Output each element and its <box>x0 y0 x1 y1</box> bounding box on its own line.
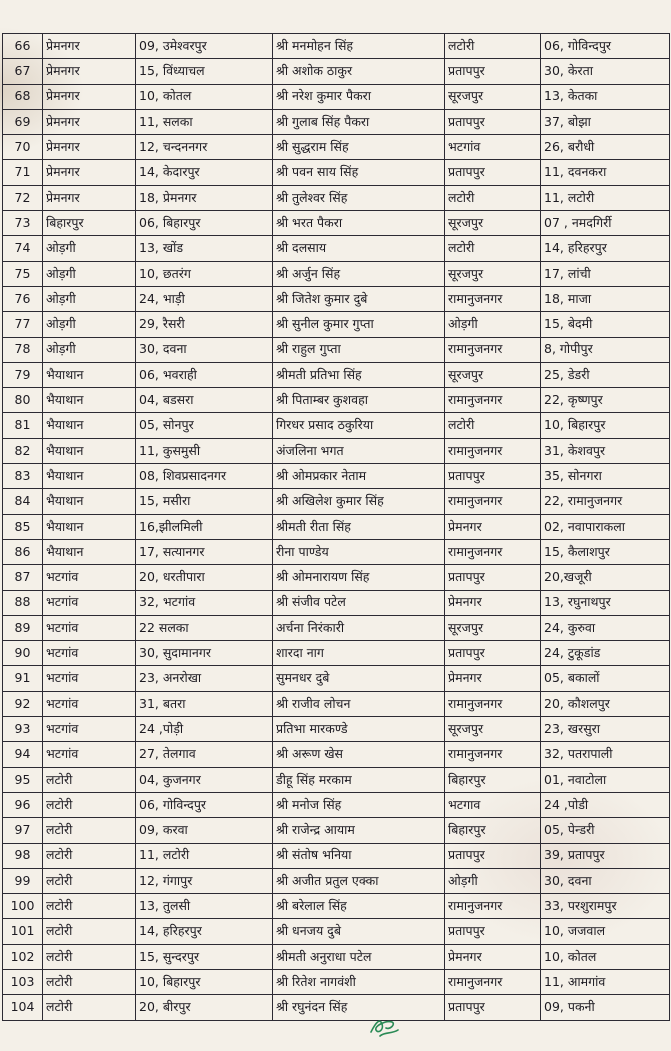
transfer-block-cell: ओड़गी <box>445 868 541 893</box>
transfer-block-cell: रामानुजनगर <box>445 691 541 716</box>
transfer-village-cell: 07 , नमदगिर्री <box>541 211 670 236</box>
row-number-cell: 69 <box>3 109 43 134</box>
current-village-cell: 20, धरतीपारा <box>136 565 273 590</box>
officer-name-cell: श्री अखिलेश कुमार सिंह <box>273 489 445 514</box>
table-row <box>3 286 670 311</box>
transfer-block-cell: सूरजपुर <box>445 261 541 286</box>
table-body <box>3 34 670 1021</box>
transfer-village-cell: 22, कृष्णपुर <box>541 388 670 413</box>
row-number-cell: 71 <box>3 160 43 185</box>
current-block-cell: भटगांव <box>43 717 136 742</box>
transfer-block-cell: प्रतापपुर <box>445 995 541 1020</box>
transfer-block-cell: सूरजपुर <box>445 717 541 742</box>
current-village-cell: 16,झीलमिली <box>136 514 273 539</box>
transfer-block-cell: प्रेमनगर <box>445 590 541 615</box>
current-block-cell: बिहारपुर <box>43 211 136 236</box>
transfer-village-cell: 09, पकनी <box>541 995 670 1020</box>
row-number-cell: 98 <box>3 843 43 868</box>
current-village-cell: 24, भाड़ी <box>136 286 273 311</box>
table-row <box>3 868 670 893</box>
transfer-village-cell: 01, नवाटोला <box>541 767 670 792</box>
table-row <box>3 818 670 843</box>
table-row <box>3 59 670 84</box>
officer-name-cell: श्री सुद्धराम सिंह <box>273 135 445 160</box>
table-row <box>3 742 670 767</box>
table-row <box>3 615 670 640</box>
transfer-village-cell: 31, केशवपुर <box>541 438 670 463</box>
current-block-cell: प्रेमनगर <box>43 59 136 84</box>
transfer-block-cell: रामानुजनगर <box>445 894 541 919</box>
transfer-block-cell: सूरजपुर <box>445 362 541 387</box>
table-row <box>3 792 670 817</box>
current-block-cell: लटोरी <box>43 944 136 969</box>
transfer-village-cell: 22, रामानुजनगर <box>541 489 670 514</box>
current-village-cell: 27, तेलगाव <box>136 742 273 767</box>
transfer-block-cell: रामानुजनगर <box>445 337 541 362</box>
transfer-village-cell: 32, पतरापाली <box>541 742 670 767</box>
table-row <box>3 995 670 1020</box>
officer-name-cell: श्री मनमोहन सिंह <box>273 34 445 59</box>
current-block-cell: ओड़गी <box>43 337 136 362</box>
row-number-cell: 104 <box>3 995 43 1020</box>
officer-name-cell: श्रीमती प्रतिभा सिंह <box>273 362 445 387</box>
transfer-village-cell: 15, कैलाशपुर <box>541 539 670 564</box>
current-block-cell: भटगांव <box>43 590 136 615</box>
row-number-cell: 80 <box>3 388 43 413</box>
transfer-village-cell: 02, नवापाराकला <box>541 514 670 539</box>
row-number-cell: 94 <box>3 742 43 767</box>
current-block-cell: प्रेमनगर <box>43 160 136 185</box>
transfer-block-cell: प्रतापपुर <box>445 59 541 84</box>
current-village-cell: 11, कुसमुसी <box>136 438 273 463</box>
current-block-cell: भैयाथान <box>43 489 136 514</box>
transfer-block-cell: लटोरी <box>445 413 541 438</box>
transfer-village-cell: 37, बोझा <box>541 109 670 134</box>
row-number-cell: 95 <box>3 767 43 792</box>
table-row <box>3 894 670 919</box>
transfer-village-cell: 24, कुरुवा <box>541 615 670 640</box>
current-village-cell: 09, करवा <box>136 818 273 843</box>
current-village-cell: 30, सुदामानगर <box>136 641 273 666</box>
transfer-block-cell: प्रेमनगर <box>445 514 541 539</box>
officer-name-cell: श्रीमती अनुराधा पटेल <box>273 944 445 969</box>
table-row <box>3 919 670 944</box>
current-block-cell: लटोरी <box>43 818 136 843</box>
transfer-block-cell: सूरजपुर <box>445 211 541 236</box>
transfer-village-cell: 11, दवनकरा <box>541 160 670 185</box>
transfer-village-cell: 11, आमगांव <box>541 969 670 994</box>
table-row <box>3 717 670 742</box>
row-number-cell: 83 <box>3 464 43 489</box>
current-block-cell: प्रेमनगर <box>43 84 136 109</box>
officer-name-cell: श्री राहुल गुप्ता <box>273 337 445 362</box>
officer-name-cell: श्री रघुनंदन सिंह <box>273 995 445 1020</box>
current-block-cell: भैयाथान <box>43 514 136 539</box>
row-number-cell: 91 <box>3 666 43 691</box>
row-number-cell: 86 <box>3 539 43 564</box>
current-block-cell: भैयाथान <box>43 388 136 413</box>
transfer-block-cell: सूरजपुर <box>445 84 541 109</box>
officer-name-cell: शारदा नाग <box>273 641 445 666</box>
row-number-cell: 90 <box>3 641 43 666</box>
transfer-village-cell: 30, दवना <box>541 868 670 893</box>
transfer-village-cell: 23, खरसुरा <box>541 717 670 742</box>
transfer-village-cell: 24, टुकूडांड <box>541 641 670 666</box>
current-block-cell: लटोरी <box>43 868 136 893</box>
table-row <box>3 312 670 337</box>
current-village-cell: 15, मसीरा <box>136 489 273 514</box>
current-village-cell: 06, बिहारपुर <box>136 211 273 236</box>
current-block-cell: भैयाथान <box>43 362 136 387</box>
table-row <box>3 969 670 994</box>
current-block-cell: प्रेमनगर <box>43 185 136 210</box>
current-village-cell: 30, दवना <box>136 337 273 362</box>
row-number-cell: 96 <box>3 792 43 817</box>
current-block-cell: भैयाथान <box>43 464 136 489</box>
current-block-cell: भटगांव <box>43 565 136 590</box>
row-number-cell: 100 <box>3 894 43 919</box>
transfer-block-cell: लटोरी <box>445 34 541 59</box>
current-village-cell: 23, अनरोखा <box>136 666 273 691</box>
transfer-block-cell: रामानुजनगर <box>445 388 541 413</box>
transfer-block-cell: प्रतापपुर <box>445 464 541 489</box>
current-block-cell: भटगांव <box>43 641 136 666</box>
transfer-village-cell: 24 ,पोडी <box>541 792 670 817</box>
table-row <box>3 34 670 59</box>
row-number-cell: 84 <box>3 489 43 514</box>
table-row <box>3 337 670 362</box>
table-row <box>3 388 670 413</box>
officer-name-cell: श्री मनोज सिंह <box>273 792 445 817</box>
transfer-village-cell: 17, लांची <box>541 261 670 286</box>
officer-name-cell: गिरधर प्रसाद ठकुरिया <box>273 413 445 438</box>
current-village-cell: 24 ,पोड़ी <box>136 717 273 742</box>
current-village-cell: 08, शिवप्रसादनगर <box>136 464 273 489</box>
transfer-village-cell: 25, डेडरी <box>541 362 670 387</box>
current-village-cell: 15, सुन्दरपुर <box>136 944 273 969</box>
row-number-cell: 97 <box>3 818 43 843</box>
table-row <box>3 464 670 489</box>
transfer-village-cell: 18, माजा <box>541 286 670 311</box>
row-number-cell: 74 <box>3 236 43 261</box>
officer-name-cell: श्री ओमप्रकार नेताम <box>273 464 445 489</box>
officer-name-cell: अर्चना निरंकारी <box>273 615 445 640</box>
transfer-village-cell: 39, प्रतापपुर <box>541 843 670 868</box>
officer-name-cell: श्री जितेश कुमार दुबे <box>273 286 445 311</box>
table-row <box>3 489 670 514</box>
transfer-block-cell: भटगांव <box>445 135 541 160</box>
current-block-cell: लटोरी <box>43 919 136 944</box>
current-block-cell: ओड़गी <box>43 286 136 311</box>
officer-name-cell: अंजलिना भगत <box>273 438 445 463</box>
transfer-block-cell: रामानुजनगर <box>445 539 541 564</box>
officer-name-cell: श्री बरेलाल सिंह <box>273 894 445 919</box>
current-block-cell: भैयाथान <box>43 413 136 438</box>
row-number-cell: 103 <box>3 969 43 994</box>
row-number-cell: 67 <box>3 59 43 84</box>
row-number-cell: 66 <box>3 34 43 59</box>
row-number-cell: 72 <box>3 185 43 210</box>
row-number-cell: 79 <box>3 362 43 387</box>
officer-name-cell: श्री दलसाय <box>273 236 445 261</box>
table-row <box>3 767 670 792</box>
transfer-block-cell: रामानुजनगर <box>445 438 541 463</box>
current-block-cell: ओड़गी <box>43 261 136 286</box>
officer-name-cell: श्री नरेश कुमार पैकरा <box>273 84 445 109</box>
row-number-cell: 82 <box>3 438 43 463</box>
officer-name-cell: श्री राजीव लोचन <box>273 691 445 716</box>
table-row <box>3 666 670 691</box>
row-number-cell: 76 <box>3 286 43 311</box>
current-village-cell: 29, रैसरी <box>136 312 273 337</box>
current-block-cell: भैयाथान <box>43 438 136 463</box>
row-number-cell: 85 <box>3 514 43 539</box>
current-village-cell: 06, गोविन्दपुर <box>136 792 273 817</box>
table-row <box>3 211 670 236</box>
transfer-village-cell: 35, सोनगरा <box>541 464 670 489</box>
current-block-cell: लटोरी <box>43 894 136 919</box>
officer-name-cell: सुमनधर दुबे <box>273 666 445 691</box>
current-block-cell: भटगांव <box>43 666 136 691</box>
current-block-cell: ओड़गी <box>43 236 136 261</box>
officer-name-cell: श्री गुलाब सिंह पैकरा <box>273 109 445 134</box>
current-village-cell: 32, भटगांव <box>136 590 273 615</box>
table-row <box>3 236 670 261</box>
officer-name-cell: श्री भरत पैकरा <box>273 211 445 236</box>
row-number-cell: 75 <box>3 261 43 286</box>
transfer-village-cell: 10, जजवाल <box>541 919 670 944</box>
current-village-cell: 31, बतरा <box>136 691 273 716</box>
row-number-cell: 101 <box>3 919 43 944</box>
row-number-cell: 77 <box>3 312 43 337</box>
current-block-cell: प्रेमनगर <box>43 135 136 160</box>
current-village-cell: 04, कुजनगर <box>136 767 273 792</box>
transfer-village-cell: 06, गोविन्दपुर <box>541 34 670 59</box>
current-village-cell: 15, विंध्याचल <box>136 59 273 84</box>
current-village-cell: 05, सोनपुर <box>136 413 273 438</box>
transfer-village-cell: 05, पेन्डरी <box>541 818 670 843</box>
signature-mark <box>368 1010 402 1040</box>
table-row <box>3 135 670 160</box>
transfer-block-cell: भटगाव <box>445 792 541 817</box>
row-number-cell: 81 <box>3 413 43 438</box>
officer-name-cell: श्री तुलेश्वर सिंह <box>273 185 445 210</box>
officer-name-cell: डीहू सिंह मरकाम <box>273 767 445 792</box>
transfer-village-cell: 05, बकालों <box>541 666 670 691</box>
current-village-cell: 17, सत्यानगर <box>136 539 273 564</box>
current-village-cell: 13, खोंड <box>136 236 273 261</box>
transfer-block-cell: प्रतापपुर <box>445 919 541 944</box>
current-village-cell: 14, केदारपुर <box>136 160 273 185</box>
transfer-block-cell: रामानुजनगर <box>445 742 541 767</box>
current-village-cell: 04, बडसरा <box>136 388 273 413</box>
table-row <box>3 641 670 666</box>
current-village-cell: 10, छतरंग <box>136 261 273 286</box>
current-village-cell: 11, लटोरी <box>136 843 273 868</box>
transfer-village-cell: 33, परशुरामपुर <box>541 894 670 919</box>
transfer-village-cell: 13, केतका <box>541 84 670 109</box>
officer-name-cell: श्री संतोष भनिया <box>273 843 445 868</box>
transfer-block-cell: प्रतापपुर <box>445 160 541 185</box>
transfer-block-cell: बिहारपुर <box>445 818 541 843</box>
transfer-block-cell: लटोरी <box>445 236 541 261</box>
officer-name-cell: श्री ओमनारायण सिंह <box>273 565 445 590</box>
current-village-cell: 10, कोतल <box>136 84 273 109</box>
row-number-cell: 70 <box>3 135 43 160</box>
table-row <box>3 109 670 134</box>
transfer-block-cell: प्रतापपुर <box>445 109 541 134</box>
transfer-block-cell: प्रेमनगर <box>445 944 541 969</box>
current-block-cell: भटगांव <box>43 742 136 767</box>
transfer-block-cell: प्रतापपुर <box>445 843 541 868</box>
table-row <box>3 691 670 716</box>
transfer-block-cell: प्रतापपुर <box>445 641 541 666</box>
current-block-cell: भैयाथान <box>43 539 136 564</box>
current-block-cell: लटोरी <box>43 792 136 817</box>
transfer-village-cell: 10, बिहारपुर <box>541 413 670 438</box>
transfer-block-cell: प्रतापपुर <box>445 565 541 590</box>
current-village-cell: 14, हरिहरपुर <box>136 919 273 944</box>
row-number-cell: 89 <box>3 615 43 640</box>
transfer-block-cell: ओड़गी <box>445 312 541 337</box>
transfer-block-cell: सूरजपुर <box>445 615 541 640</box>
officer-name-cell: श्री पिताम्बर कुशवहा <box>273 388 445 413</box>
transfer-village-cell: 14, हरिहरपुर <box>541 236 670 261</box>
current-block-cell: भटगांव <box>43 691 136 716</box>
transfer-village-cell: 10, कोतल <box>541 944 670 969</box>
row-number-cell: 88 <box>3 590 43 615</box>
table-row <box>3 160 670 185</box>
table-row <box>3 565 670 590</box>
officer-name-cell: श्री पवन साय सिंह <box>273 160 445 185</box>
row-number-cell: 87 <box>3 565 43 590</box>
table-row <box>3 413 670 438</box>
current-village-cell: 12, गंगापुर <box>136 868 273 893</box>
officer-name-cell: श्री अर्जुन सिंह <box>273 261 445 286</box>
transfer-village-cell: 26, बरौधी <box>541 135 670 160</box>
officer-name-cell: प्रतिभा मारकण्डे <box>273 717 445 742</box>
transfer-list-table <box>2 33 670 1021</box>
table-row <box>3 944 670 969</box>
current-village-cell: 06, भवराही <box>136 362 273 387</box>
table-row <box>3 514 670 539</box>
transfer-block-cell: रामानुजनगर <box>445 969 541 994</box>
officer-name-cell: श्री सुनील कुमार गुप्ता <box>273 312 445 337</box>
current-block-cell: लटोरी <box>43 767 136 792</box>
current-village-cell: 20, बीरपुर <box>136 995 273 1020</box>
officer-name-cell: श्री राजेन्द्र आयाम <box>273 818 445 843</box>
current-block-cell: प्रेमनगर <box>43 109 136 134</box>
table-row <box>3 438 670 463</box>
officer-name-cell: श्री अजीत प्रतुल एक्का <box>273 868 445 893</box>
table-row <box>3 362 670 387</box>
transfer-block-cell: रामानुजनगर <box>445 286 541 311</box>
row-number-cell: 93 <box>3 717 43 742</box>
table-row <box>3 261 670 286</box>
officer-name-cell: श्री संजीव पटेल <box>273 590 445 615</box>
officer-name-cell: रीना पाण्डेय <box>273 539 445 564</box>
current-village-cell: 22 सलका <box>136 615 273 640</box>
row-number-cell: 78 <box>3 337 43 362</box>
table-row <box>3 843 670 868</box>
table-row <box>3 185 670 210</box>
officer-name-cell: श्री अशोक ठाकुर <box>273 59 445 84</box>
current-block-cell: लटोरी <box>43 843 136 868</box>
table-row <box>3 539 670 564</box>
table-row <box>3 590 670 615</box>
transfer-village-cell: 15, बेदमी <box>541 312 670 337</box>
current-village-cell: 11, सलका <box>136 109 273 134</box>
row-number-cell: 68 <box>3 84 43 109</box>
officer-name-cell: श्री अरूण खेस <box>273 742 445 767</box>
officer-name-cell: श्री धनजय दुबे <box>273 919 445 944</box>
transfer-village-cell: 13, रघुनाथपुर <box>541 590 670 615</box>
transfer-village-cell: 20,खजूरी <box>541 565 670 590</box>
current-block-cell: लटोरी <box>43 969 136 994</box>
current-block-cell: भटगांव <box>43 615 136 640</box>
current-village-cell: 10, बिहारपुर <box>136 969 273 994</box>
row-number-cell: 92 <box>3 691 43 716</box>
transfer-block-cell: प्रेमनगर <box>445 666 541 691</box>
officer-name-cell: श्रीमती रीता सिंह <box>273 514 445 539</box>
current-block-cell: लटोरी <box>43 995 136 1020</box>
current-village-cell: 12, चन्दननगर <box>136 135 273 160</box>
table-row <box>3 84 670 109</box>
transfer-village-cell: 11, लटोरी <box>541 185 670 210</box>
current-block-cell: ओड़गी <box>43 312 136 337</box>
transfer-village-cell: 20, कौशलपुर <box>541 691 670 716</box>
row-number-cell: 102 <box>3 944 43 969</box>
officer-name-cell: श्री रितेश नागवंशी <box>273 969 445 994</box>
transfer-village-cell: 8, गोपीपुर <box>541 337 670 362</box>
transfer-block-cell: रामानुजनगर <box>445 489 541 514</box>
current-village-cell: 09, उमेश्वरपुर <box>136 34 273 59</box>
current-block-cell: प्रेमनगर <box>43 34 136 59</box>
current-village-cell: 18, प्रेमनगर <box>136 185 273 210</box>
transfer-block-cell: लटोरी <box>445 185 541 210</box>
transfer-block-cell: बिहारपुर <box>445 767 541 792</box>
row-number-cell: 99 <box>3 868 43 893</box>
transfer-village-cell: 30, केरता <box>541 59 670 84</box>
row-number-cell: 73 <box>3 211 43 236</box>
current-village-cell: 13, तुलसी <box>136 894 273 919</box>
